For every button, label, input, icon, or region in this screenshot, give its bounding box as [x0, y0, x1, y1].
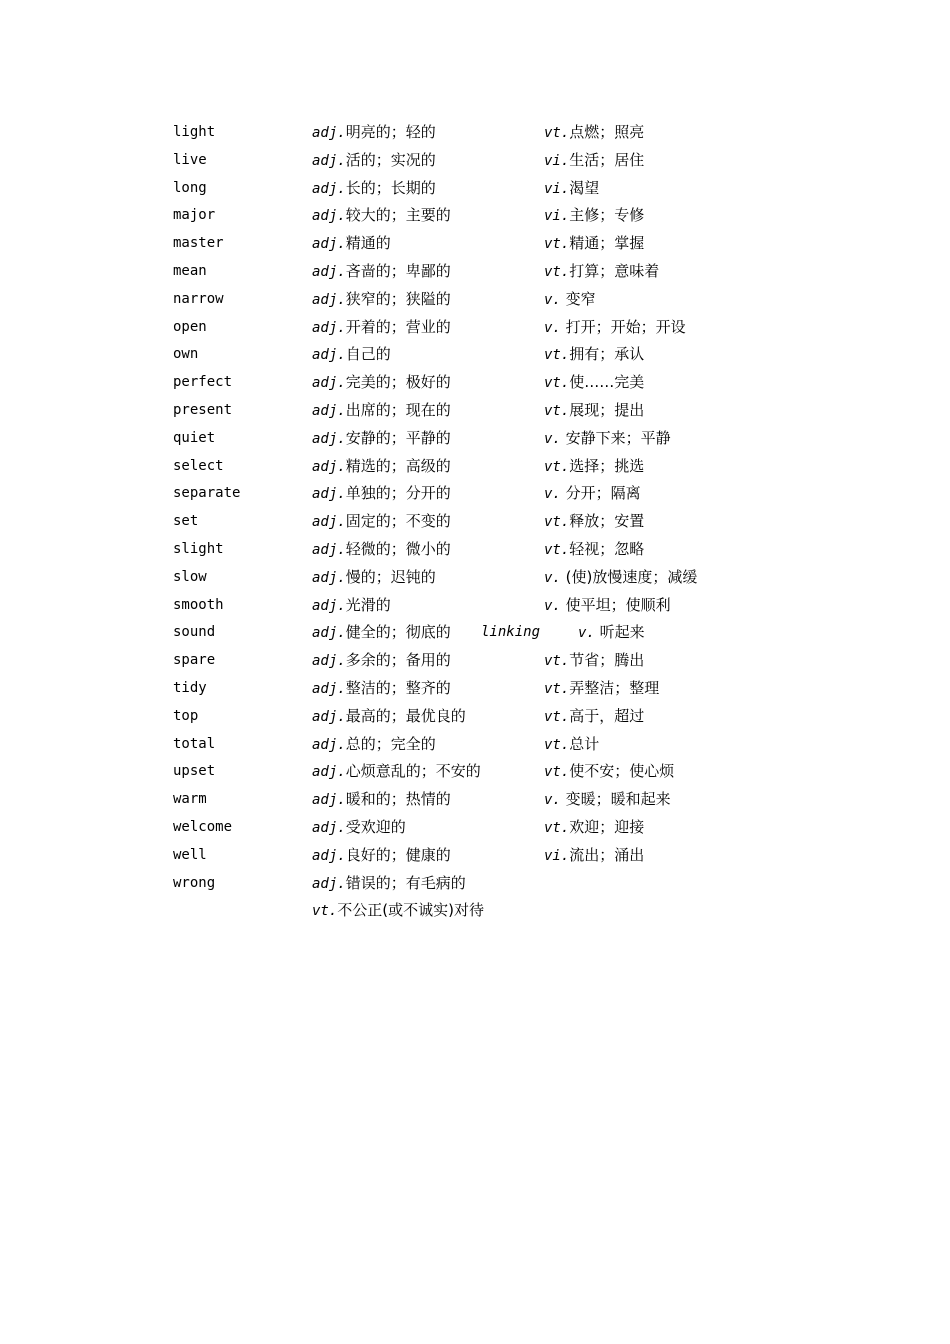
- meaning: 光滑的: [345, 595, 391, 614]
- second-sense: [544, 731, 599, 760]
- part-of-speech: vt.: [544, 263, 570, 280]
- vocab-row: [173, 369, 773, 397]
- meaning: 开着的；营业的: [345, 317, 451, 336]
- part-of-speech: adj.: [312, 875, 346, 892]
- meaning: 狭窄的；狭隘的: [345, 289, 451, 308]
- part-of-speech: adj.: [312, 847, 346, 864]
- first-sense: [312, 814, 406, 843]
- headword: own: [173, 346, 199, 363]
- first-sense: [312, 230, 391, 259]
- meaning: 良好的；健康的: [345, 845, 451, 864]
- meaning: 拥有；承认: [569, 345, 645, 364]
- headword: live: [173, 151, 207, 168]
- first-sense: [312, 870, 466, 899]
- part-of-speech: vt.: [544, 458, 570, 475]
- first-sense: [312, 897, 484, 926]
- meaning: 健全的；彻底的: [345, 623, 451, 642]
- part-of-speech: adj.: [312, 180, 346, 197]
- headword: slight: [173, 540, 224, 557]
- meaning: 完美的；极好的: [345, 373, 451, 392]
- meaning: 弄整洁；整理: [569, 678, 660, 697]
- second-sense: [544, 230, 644, 259]
- meaning: 精通；掌握: [569, 234, 645, 253]
- part-of-speech: adj.: [312, 208, 346, 225]
- meaning: 点燃；照亮: [569, 123, 645, 141]
- vocab-row: [173, 480, 773, 508]
- part-of-speech: vt.: [544, 402, 570, 419]
- part-of-speech: vt.: [544, 764, 570, 781]
- vocab-row: [173, 842, 773, 870]
- vocab-row: [173, 425, 773, 453]
- part-of-speech: vt.: [544, 653, 570, 670]
- second-sense: [578, 619, 645, 648]
- meaning: 单独的；分开的: [345, 484, 451, 503]
- part-of-speech: vt.: [544, 819, 570, 836]
- second-sense: [544, 341, 644, 370]
- vocab-row: [173, 731, 773, 759]
- second-sense: [544, 508, 644, 537]
- first-sense: [312, 619, 451, 648]
- meaning: 轻视；忽略: [569, 539, 645, 558]
- first-sense: [312, 508, 451, 537]
- meaning: 渴望: [569, 178, 600, 197]
- meaning: 分开；隔离: [560, 484, 641, 503]
- meaning: 轻微的；微小的: [345, 539, 451, 558]
- meaning: 选择；挑选: [569, 456, 645, 475]
- first-sense: [312, 175, 436, 204]
- vocab-row: [173, 119, 773, 147]
- part-of-speech: adj.: [312, 708, 346, 725]
- part-of-speech: vt.: [544, 236, 570, 253]
- part-of-speech: vt.: [544, 375, 570, 392]
- meaning: 较大的；主要的: [345, 206, 451, 225]
- part-of-speech: adj.: [312, 653, 346, 670]
- second-sense: [544, 397, 644, 426]
- vocab-row: [173, 314, 773, 342]
- second-sense: [544, 564, 697, 593]
- meaning: 流出；涌出: [569, 845, 645, 864]
- headword: select: [173, 457, 224, 474]
- part-of-speech: v.: [544, 430, 561, 447]
- headword: smooth: [173, 596, 224, 613]
- headword: spare: [173, 652, 216, 669]
- first-sense: [312, 592, 391, 621]
- part-of-speech: vt.: [544, 708, 570, 725]
- meaning: (使)放慢速度；减缓: [560, 567, 698, 586]
- second-sense: [544, 286, 596, 315]
- meaning: 变窄: [560, 289, 596, 308]
- part-of-speech: adj.: [312, 764, 346, 781]
- part-of-speech: vt.: [544, 347, 570, 364]
- part-of-speech: adj.: [312, 263, 346, 280]
- headword: perfect: [173, 374, 233, 391]
- meaning: 欢迎；迎接: [569, 817, 645, 836]
- meaning: 精选的；高级的: [345, 456, 451, 475]
- meaning: 安静下来；平静: [560, 428, 671, 447]
- headword: top: [173, 707, 199, 724]
- part-of-speech: adj.: [312, 680, 346, 697]
- part-of-speech: vt.: [544, 680, 570, 697]
- meaning: 错误的；有毛病的: [345, 873, 466, 892]
- first-sense: [312, 397, 451, 426]
- second-sense: [544, 675, 659, 704]
- headword: warm: [173, 791, 207, 808]
- part-of-speech: adj.: [312, 514, 346, 531]
- first-sense: [312, 842, 451, 871]
- meaning: 慢的；迟钝的: [345, 567, 436, 586]
- second-sense: [544, 786, 671, 815]
- first-sense: [312, 453, 451, 482]
- vocab-row: [173, 536, 773, 564]
- vocab-row: [173, 758, 773, 786]
- first-sense: [312, 425, 451, 454]
- headword: well: [173, 846, 207, 863]
- vocab-row: [173, 619, 773, 647]
- second-sense: [544, 453, 644, 482]
- part-of-speech: vt.: [544, 125, 570, 141]
- part-of-speech: v.: [544, 291, 561, 308]
- headword: master: [173, 235, 224, 252]
- part-of-speech: adj.: [312, 402, 346, 419]
- meaning: 不公正(或不诚实)对待: [337, 901, 485, 920]
- second-sense: [544, 703, 644, 732]
- vocab-row: [173, 897, 773, 925]
- meaning: 节省；腾出: [569, 651, 645, 670]
- vocabulary-list: [173, 119, 773, 925]
- part-of-speech: adj.: [312, 319, 346, 336]
- vocab-row: [173, 592, 773, 620]
- part-of-speech: adj.: [312, 152, 346, 169]
- vocab-row: [173, 814, 773, 842]
- meaning: 最高的；最优良的: [345, 706, 466, 725]
- first-sense: [312, 341, 391, 370]
- first-sense: [312, 675, 451, 704]
- second-sense: [544, 369, 644, 398]
- vocab-row: [173, 286, 773, 314]
- meaning: 高于，超过: [569, 706, 645, 725]
- headword: quiet: [173, 429, 216, 446]
- meaning: 使平坦；使顺利: [560, 595, 671, 614]
- first-sense: [312, 564, 436, 593]
- meaning: 生活；居住: [569, 150, 645, 169]
- meaning: 使不安；使心烦: [569, 762, 675, 781]
- meaning: 暖和的；热情的: [345, 790, 451, 809]
- meaning: 总计: [569, 734, 600, 753]
- second-sense: [544, 480, 641, 509]
- first-sense: [312, 258, 451, 287]
- meaning: 明亮的；轻的: [345, 123, 436, 141]
- meaning: 活的；实况的: [345, 150, 436, 169]
- meaning: 打算；意味着: [569, 261, 660, 280]
- first-sense: [312, 480, 451, 509]
- part-of-speech: vi.: [544, 847, 570, 864]
- part-of-speech: v.: [544, 569, 561, 586]
- second-sense: [544, 147, 644, 176]
- vocab-row: [173, 647, 773, 675]
- part-of-speech: adj.: [312, 569, 346, 586]
- vocab-row: [173, 230, 773, 258]
- part-of-speech: adj.: [312, 486, 346, 503]
- extra-pos-label: linking: [481, 624, 541, 641]
- headword: major: [173, 207, 216, 224]
- part-of-speech: adj.: [312, 291, 346, 308]
- headword: present: [173, 401, 233, 418]
- second-sense: [544, 536, 644, 565]
- part-of-speech: v.: [544, 792, 561, 809]
- first-sense: [312, 286, 451, 315]
- headword: set: [173, 513, 199, 530]
- headword: sound: [173, 624, 216, 641]
- part-of-speech: vt.: [312, 903, 338, 920]
- headword: wrong: [173, 874, 216, 891]
- first-sense: [312, 758, 481, 787]
- vocab-row: [173, 202, 773, 230]
- part-of-speech: adj.: [312, 792, 346, 809]
- headword: long: [173, 179, 207, 196]
- headword: mean: [173, 262, 207, 279]
- headword: narrow: [173, 290, 224, 307]
- meaning: 固定的；不变的: [345, 512, 451, 531]
- second-sense: [544, 647, 644, 676]
- vocab-row: [173, 675, 773, 703]
- meaning: 使……完美: [569, 373, 645, 392]
- headword: separate: [173, 485, 241, 502]
- part-of-speech: adj.: [312, 458, 346, 475]
- first-sense: [312, 536, 451, 565]
- part-of-speech: v.: [544, 597, 561, 614]
- second-sense: [544, 258, 659, 287]
- meaning: 听起来: [594, 623, 645, 642]
- meaning: 释放；安置: [569, 512, 645, 531]
- vocab-row: [173, 564, 773, 592]
- part-of-speech: adj.: [312, 625, 346, 642]
- headword: light: [173, 124, 216, 140]
- first-sense: [312, 314, 451, 343]
- meaning: 安静的；平静的: [345, 428, 451, 447]
- second-sense: [544, 592, 671, 621]
- part-of-speech: adj.: [312, 347, 346, 364]
- second-sense: [544, 842, 644, 871]
- second-sense: [544, 119, 644, 148]
- meaning: 变暖；暖和起来: [560, 790, 671, 809]
- first-sense: [312, 119, 436, 148]
- part-of-speech: adj.: [312, 375, 346, 392]
- headword: total: [173, 735, 216, 752]
- part-of-speech: adj.: [312, 541, 346, 558]
- vocab-row: [173, 703, 773, 731]
- first-sense: [312, 703, 466, 732]
- first-sense: [312, 786, 451, 815]
- part-of-speech: vt.: [544, 514, 570, 531]
- part-of-speech: adj.: [312, 597, 346, 614]
- part-of-speech: adj.: [312, 236, 346, 253]
- first-sense: [312, 202, 451, 231]
- part-of-speech: vt.: [544, 541, 570, 558]
- meaning: 长的；长期的: [345, 178, 436, 197]
- part-of-speech: adj.: [312, 819, 346, 836]
- meaning: 展现；提出: [569, 400, 645, 419]
- meaning: 出席的；现在的: [345, 400, 451, 419]
- meaning: 打开；开始；开设: [560, 317, 686, 336]
- part-of-speech: vi.: [544, 180, 570, 197]
- vocab-row: [173, 508, 773, 536]
- vocab-row: [173, 341, 773, 369]
- second-sense: [544, 202, 644, 231]
- part-of-speech: vt.: [544, 736, 570, 753]
- vocab-row: [173, 870, 773, 898]
- part-of-speech: vi.: [544, 152, 570, 169]
- vocab-row: [173, 175, 773, 203]
- vocab-row: [173, 258, 773, 286]
- second-sense: [544, 175, 599, 204]
- headword: tidy: [173, 679, 207, 696]
- meaning: 自己的: [345, 345, 391, 364]
- part-of-speech: vi.: [544, 208, 570, 225]
- part-of-speech: v.: [544, 319, 561, 336]
- meaning: 心烦意乱的；不安的: [345, 762, 481, 781]
- headword: open: [173, 318, 207, 335]
- meaning: 多余的；备用的: [345, 651, 451, 670]
- part-of-speech: adj.: [312, 430, 346, 447]
- part-of-speech: v.: [544, 486, 561, 503]
- second-sense: [544, 425, 671, 454]
- second-sense: [544, 758, 674, 787]
- part-of-speech: adj.: [312, 125, 346, 141]
- meaning: 吝啬的；卑鄙的: [345, 261, 451, 280]
- headword: slow: [173, 568, 207, 585]
- part-of-speech: v.: [578, 625, 595, 642]
- first-sense: [312, 647, 451, 676]
- first-sense: [312, 147, 436, 176]
- meaning: 主修；专修: [569, 206, 645, 225]
- vocab-row: [173, 786, 773, 814]
- headword: welcome: [173, 818, 233, 835]
- meaning: 受欢迎的: [345, 817, 406, 836]
- part-of-speech: adj.: [312, 736, 346, 753]
- meaning: 精通的: [345, 234, 391, 253]
- vocab-row: [173, 453, 773, 481]
- meaning: 整洁的；整齐的: [345, 678, 451, 697]
- second-sense: [544, 314, 686, 343]
- second-sense: [544, 814, 644, 843]
- first-sense: [312, 731, 436, 760]
- vocab-row: [173, 397, 773, 425]
- first-sense: [312, 369, 451, 398]
- meaning: 总的；完全的: [345, 734, 436, 753]
- vocab-row: [173, 147, 773, 175]
- headword: upset: [173, 763, 216, 780]
